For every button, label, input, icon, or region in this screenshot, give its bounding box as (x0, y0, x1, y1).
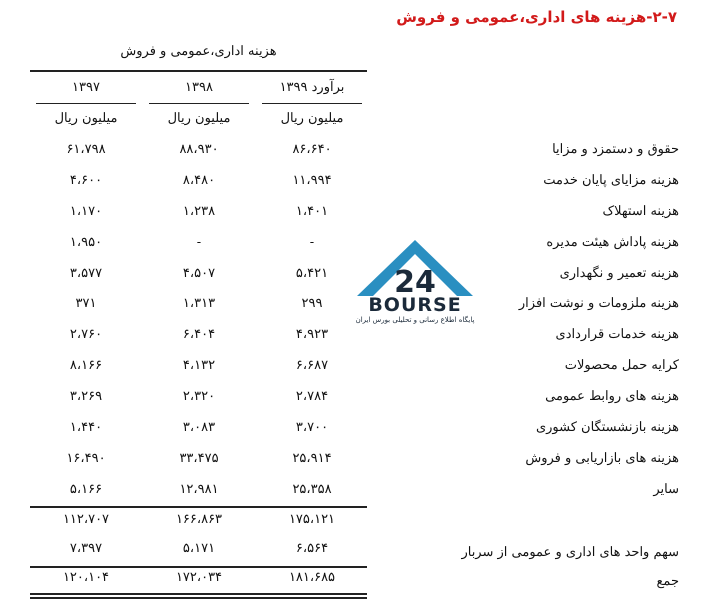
row-value-1398: ۲،۳۲۰ (182, 389, 216, 404)
overhead-share-1398: ۵،۱۷۱ (182, 541, 216, 556)
total-double-rule-1 (30, 593, 367, 595)
logo-numeral: 24 (394, 265, 436, 298)
row-label: کرایه حمل محصولات (564, 358, 679, 373)
header-rule-1399 (262, 103, 362, 104)
row-label: هزینه های روابط عمومی (545, 389, 679, 404)
row-label: حقوق و دستمزد و مزایا (552, 142, 679, 157)
row-value-1399: ۳،۷۰۰ (295, 420, 329, 435)
row-value-1397: ۱،۱۷۰ (69, 204, 103, 219)
row-value-1399: ۵،۴۲۱ (295, 266, 329, 281)
total-1398: ۱۷۲،۰۳۴ (175, 570, 223, 585)
triangle-logo-icon (345, 238, 485, 298)
row-label: هزینه تعمیر و نگهداری (559, 266, 679, 281)
overhead-share-1397: ۷،۳۹۷ (69, 541, 103, 556)
subtotal-1397: ۱۱۲،۷۰۷ (62, 512, 110, 527)
row-value-1398: ۸۸،۹۳۰ (179, 142, 219, 157)
row-value-1397: ۶۱،۷۹۸ (66, 142, 106, 157)
row-value-1397: ۸،۱۶۶ (69, 358, 103, 373)
subtotal-rule (30, 506, 367, 508)
row-value-1397: ۵،۱۶۶ (69, 482, 103, 497)
row-label: هزینه پاداش هیئت مدیره (546, 235, 679, 250)
row-label: هزینه مزایای پایان خدمت (543, 173, 679, 188)
logo-subtitle: پایگاه اطلاع رسانی و تحلیلی بورس ایران (355, 316, 475, 324)
row-value-1399: ۴،۹۲۳ (295, 327, 329, 342)
total-double-rule-2 (30, 597, 367, 599)
row-value-1397: ۲،۷۶۰ (69, 327, 103, 342)
row-value-1399: - (309, 235, 315, 250)
subtotal-1398: ۱۶۶،۸۶۳ (175, 512, 223, 527)
row-value-1398: ۴،۵۰۷ (182, 266, 216, 281)
bourse24-watermark-logo (345, 238, 485, 330)
header-rule-1397 (36, 103, 136, 104)
section-title: ۲-۷-هزینه های اداری،عمومی و فروش (396, 8, 677, 26)
column-header-1399: برآورد ۱۳۹۹ (279, 80, 345, 95)
total-rule (30, 566, 367, 568)
row-value-1399: ۸۶،۶۴۰ (292, 142, 332, 157)
column-header-1397: ۱۳۹۷ (72, 80, 100, 95)
row-value-1397: ۱۶،۴۹۰ (66, 451, 106, 466)
overhead-share-label: سهم واحد های اداری و عمومی از سربار (461, 545, 679, 560)
row-value-1397: ۴،۶۰۰ (69, 173, 103, 188)
unit-1398: میلیون ریال (167, 111, 231, 126)
row-label: هزینه ملزومات و نوشت افزار (518, 296, 679, 311)
row-value-1399: ۲۵،۳۵۸ (292, 482, 332, 497)
row-value-1399: ۶،۶۸۷ (295, 358, 329, 373)
row-value-1398: - (196, 235, 202, 250)
subtotal-1399: ۱۷۵،۱۲۱ (288, 512, 336, 527)
column-header-1398: ۱۳۹۸ (185, 80, 213, 95)
total-1399: ۱۸۱،۶۸۵ (288, 570, 336, 585)
overhead-share-1399: ۶،۵۶۴ (295, 541, 329, 556)
table-top-rule (30, 70, 367, 72)
row-label: هزینه بازنشستگان کشوری (535, 420, 679, 435)
row-label: هزینه استهلاک (602, 204, 679, 219)
row-value-1399: ۲۵،۹۱۴ (292, 451, 332, 466)
row-value-1397: ۳،۵۷۷ (69, 266, 103, 281)
unit-1399: میلیون ریال (280, 111, 344, 126)
total-label: جمع (656, 574, 679, 589)
row-value-1398: ۳۳،۴۷۵ (179, 451, 219, 466)
row-value-1397: ۱،۹۵۰ (69, 235, 103, 250)
row-label: هزینه خدمات قراردادی (555, 327, 679, 342)
header-rule-1398 (149, 103, 249, 104)
row-value-1398: ۱۲،۹۸۱ (179, 482, 219, 497)
unit-1397: میلیون ریال (54, 111, 118, 126)
row-value-1399: ۲،۷۸۴ (295, 389, 329, 404)
row-value-1397: ۳۷۱ (75, 296, 97, 311)
row-value-1399: ۱،۴۰۱ (295, 204, 329, 219)
logo-brand: BOURSE (368, 294, 462, 316)
total-1397: ۱۲۰،۱۰۴ (62, 570, 110, 585)
row-value-1398: ۳،۰۸۳ (182, 420, 216, 435)
row-value-1397: ۱،۴۴۰ (69, 420, 103, 435)
row-value-1398: ۱،۲۳۸ (182, 204, 216, 219)
row-value-1398: ۴،۱۳۲ (182, 358, 216, 373)
row-value-1399: ۱۱،۹۹۴ (292, 173, 332, 188)
row-value-1397: ۳،۲۶۹ (69, 389, 103, 404)
row-value-1398: ۶،۴۰۴ (182, 327, 216, 342)
table-caption: هزینه اداری،عمومی و فروش (120, 44, 277, 59)
row-value-1399: ۲۹۹ (301, 296, 323, 311)
row-label: هزینه های بازاریابی و فروش (525, 451, 679, 466)
row-value-1398: ۸،۴۸۰ (182, 173, 216, 188)
row-value-1398: ۱،۳۱۳ (182, 296, 216, 311)
row-label: سایر (653, 482, 679, 497)
